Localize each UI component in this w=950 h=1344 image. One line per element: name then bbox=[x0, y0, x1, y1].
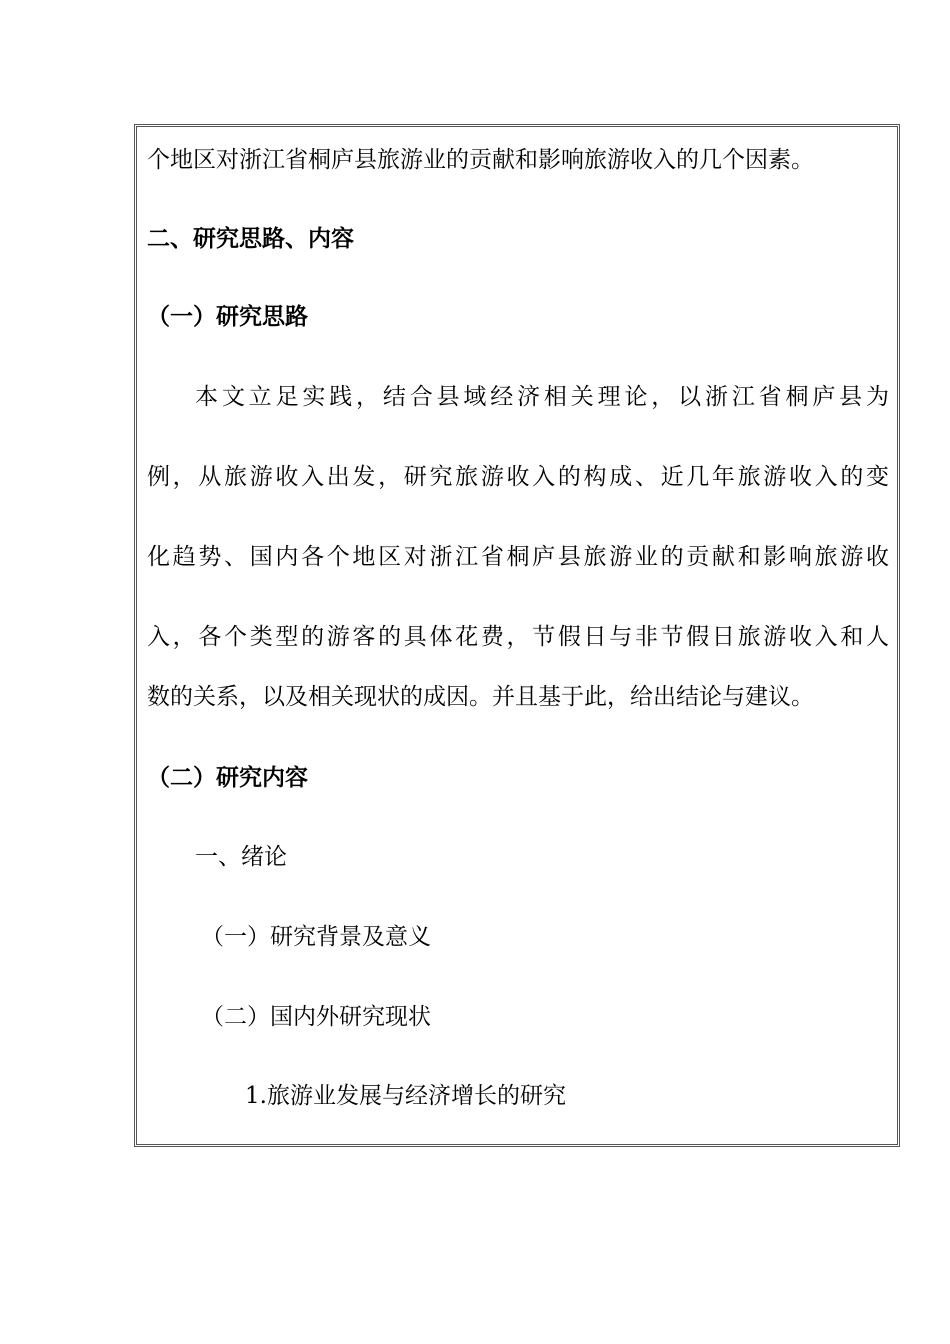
content-frame bbox=[134, 124, 900, 1147]
paragraph-line: 入，各个类型的游客的具体花费，节假日与非节假日旅游收入和人 bbox=[147, 624, 889, 650]
subheading-research-approach: （一）研究思路 bbox=[147, 303, 308, 330]
paragraph-line: 本文立足实践，结合县域经济相关理论，以浙江省桐庐县为 bbox=[195, 384, 889, 410]
continued-text-line: 个地区对浙江省桐庐县旅游业的贡献和影响旅游收入的几个因素。 bbox=[147, 147, 814, 173]
outline-section-2: （二）国内外研究现状 bbox=[201, 1004, 431, 1030]
paragraph-line: 数的关系，以及相关现状的成因。并且基于此，给出结论与建议。 bbox=[147, 684, 814, 710]
paragraph-line: 化趋势、国内各个地区对浙江省桐庐县旅游业的贡献和影响旅游收 bbox=[147, 544, 889, 570]
paragraph-line: 例，从旅游收入出发，研究旅游收入的构成、近几年旅游收入的变 bbox=[147, 464, 889, 490]
section-heading: 二、研究思路、内容 bbox=[147, 225, 354, 252]
outline-chapter-1: 一、绪论 bbox=[195, 844, 287, 870]
outline-section-1: （一）研究背景及意义 bbox=[201, 924, 431, 950]
subheading-research-content: （二）研究内容 bbox=[147, 764, 308, 791]
outline-item-1: 1.旅游业发展与经济增长的研究 bbox=[245, 1083, 566, 1109]
